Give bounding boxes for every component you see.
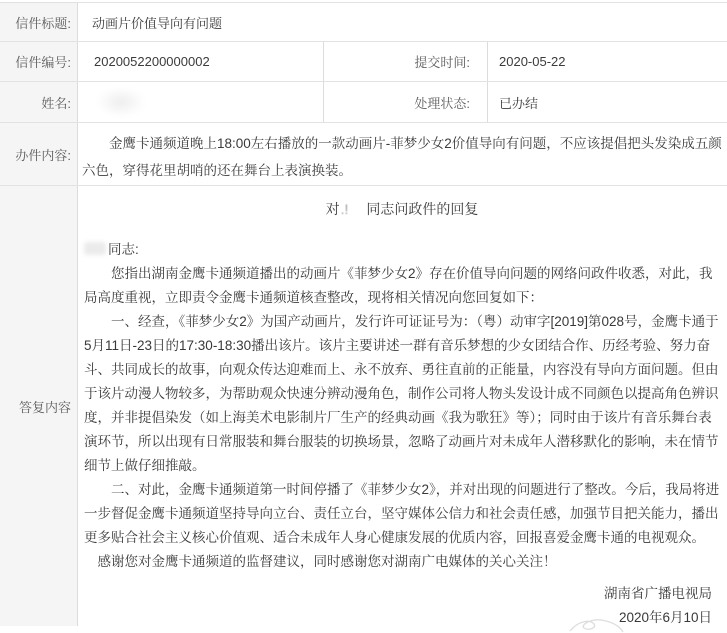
reply-letter-title <box>84 200 720 218</box>
letter-title-value: 动画片价值导向有问题 <box>92 15 223 31</box>
name-label: 姓名: <box>0 82 78 122</box>
row-name-status <box>0 82 727 123</box>
reply-greeting <box>84 238 720 262</box>
reply-paragraph: 您指出湖南金鹰卡通频道播出的动画片《菲梦少女2》存在价值导向问题的网络问政件收悉，对此，我局高度重视，立即责令金鹰卡通频道核查整改，现将相关情况向您回复如下： <box>84 266 713 305</box>
reply-paragraph: 二、对此，金鹰卡通频道第一时间停播了《菲梦少女2》，并对出现的问题进行了整改。今后，我局将进一步督促金鹰卡通频道坚持导向立台、责任立台，坚守媒体公信力和社会责任感，加强节目把关能力，播出更多贴合社会主义核心价值观、适合未成年人身心健康发展的优质内容，回报喜爱金鹰卡通的电视观众。 <box>84 482 720 545</box>
reply-content-label: 答复内容 <box>0 186 78 626</box>
complaint-content-label: 办件内容: <box>0 123 78 185</box>
reply-date: 2020年6月10日 <box>618 610 712 625</box>
seal-scribble <box>568 615 624 633</box>
letter-number-value: 2020052200000002 <box>94 54 210 69</box>
reply-title-main: 同志问政件的回复 <box>366 201 479 217</box>
reply-signature: 湖南省广播电视局 <box>604 586 712 601</box>
redaction-blur <box>84 242 106 255</box>
submit-time-label: 提交时间: <box>323 42 487 81</box>
row-letter-title <box>0 3 727 42</box>
row-complaint-content <box>0 123 727 186</box>
name-value <box>78 82 323 122</box>
submit-time-value: 2020-05-22 <box>487 42 727 81</box>
redaction-blur <box>96 87 146 117</box>
reply-title-prefix: 对 <box>325 201 340 217</box>
complaint-content-value: 金鹰卡通频道晚上18:00左右播放的一款动画片-菲梦少女2价值导向有问题，不应该提倡把头发染成五颜六色，穿得花里胡哨的还在舞台上表演换装。 <box>82 136 722 178</box>
reply-paragraph: 一、经查，《菲梦少女2》为国产动画片，发行许可证证号为：（粤）动审字[2019]第028号，金鹰卡通于5月11日-23日的17:30-18:30播出该片。该片主要讲述一群有音乐梦想的少女团结合作、历经考验、努力奋斗、共同成长的故事，向观众传达迎难而上、永不放弃、勇往直前的正能量，内容没有导向方面问题。但由于该片动漫人物较多，为帮助观众快速分辨动漫角色，制作公司将人物头发设计成不同颜色以提高角色辨识度，并非提倡染发（如上海美术电影制片厂生产的经典动画《我为歌狂》等）；同时由于该片有音乐舞台表演环节，所以出现有日常服装和舞台服装的切换场景，忽略了动画片对未成年人潜移默化的影响，未在情节细节上做仔细推敲。 <box>84 314 719 473</box>
reply-thanks-line: 感谢您对金鹰卡通频道的监督建议，同时感谢您对湖南广电媒体的关心关注！ <box>97 554 557 569</box>
reply-letter <box>78 186 727 626</box>
letter-title-label: 信件标题: <box>0 3 78 41</box>
status-value: 已办结 <box>487 82 727 122</box>
reply-greeting-text: 同志: <box>108 242 139 257</box>
row-letter-number <box>0 42 727 82</box>
redaction-marks: .! <box>340 201 349 217</box>
letter-number-label: 信件编号: <box>0 42 78 81</box>
status-label: 处理状态: <box>323 82 487 122</box>
row-reply-content <box>0 186 727 626</box>
letter-record-table <box>0 2 727 625</box>
